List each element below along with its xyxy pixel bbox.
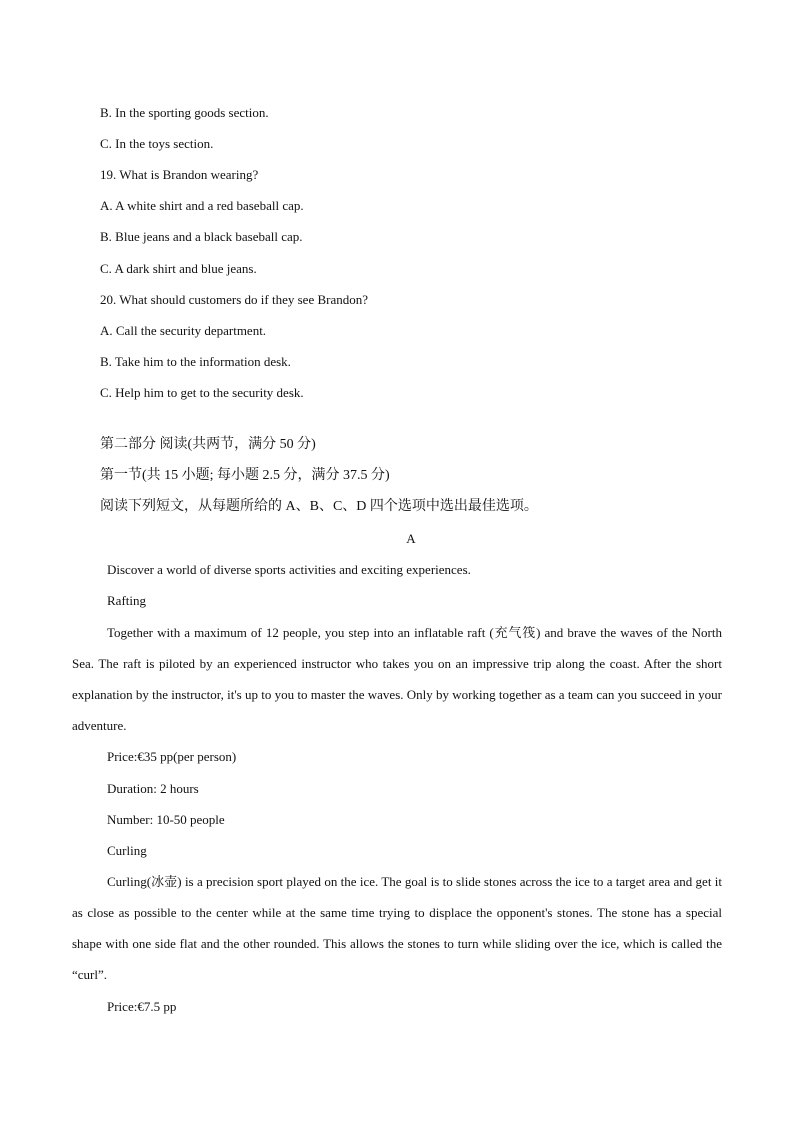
passage-label: A: [406, 531, 416, 546]
q20-option-a: A. Call the security department.: [100, 323, 267, 338]
q20-question: 20. What should customers do if they see Brandon?: [100, 292, 369, 307]
q20-option-c: C. Help him to get to the security desk.: [100, 385, 304, 400]
q18-option-c: C. In the toys section.: [100, 136, 214, 151]
rafting-body: Together with a maximum of 12 people, you step into an inflatable raft (充气筏) and brave the waves of the North Sea. The raft is piloted by an experienced instructor who takes you on an impressive trip along the coast. After the short explanation by the instructor, it's up to you to master the waves. Only by working together as a team can you succeed in your adventure.: [72, 625, 722, 733]
curling-paragraph: [72, 866, 722, 990]
curling-price: Price:€7.5 pp: [107, 999, 177, 1014]
rafting-heading: Rafting: [107, 593, 146, 608]
rafting-duration: Duration: 2 hours: [107, 781, 199, 796]
q19-option-c: C. A dark shirt and blue jeans.: [100, 261, 257, 276]
q19-question: 19. What is Brandon wearing?: [100, 167, 259, 182]
section-title: 第一节(共 15 小题; 每小题 2.5 分，满分 37.5 分): [100, 468, 390, 483]
rafting-price: Price:€35 pp(per person): [107, 749, 237, 764]
curling-body: Curling(冰壶) is a precision sport played on the ice. The goal is to slide stones across the ice to a target area and get it as close as possible to the center while at the same time trying to displace the opponent's stones. The stone has a special shape with one side flat and the other rounded. This allows the stones to turn while sliding over the ice, which is called the “curl”.: [72, 874, 722, 982]
q19-option-b: B. Blue jeans and a black baseball cap.: [100, 229, 303, 244]
passage-intro: Discover a world of diverse sports activities and exciting experiences.: [107, 562, 471, 577]
curling-heading: Curling: [107, 843, 147, 858]
q19-option-a: A. A white shirt and a red baseball cap.: [100, 198, 304, 213]
rafting-paragraph: [72, 617, 722, 741]
q18-option-b: B. In the sporting goods section.: [100, 105, 269, 120]
rafting-number: Number: 10-50 people: [107, 812, 225, 827]
reading-instructions: 阅读下列短文，从每题所给的 A、B、C、D 四个选项中选出最佳选项。: [100, 499, 538, 514]
q20-option-b: B. Take him to the information desk.: [100, 354, 291, 369]
part-title: 第二部分 阅读(共两节，满分 50 分): [100, 437, 316, 452]
